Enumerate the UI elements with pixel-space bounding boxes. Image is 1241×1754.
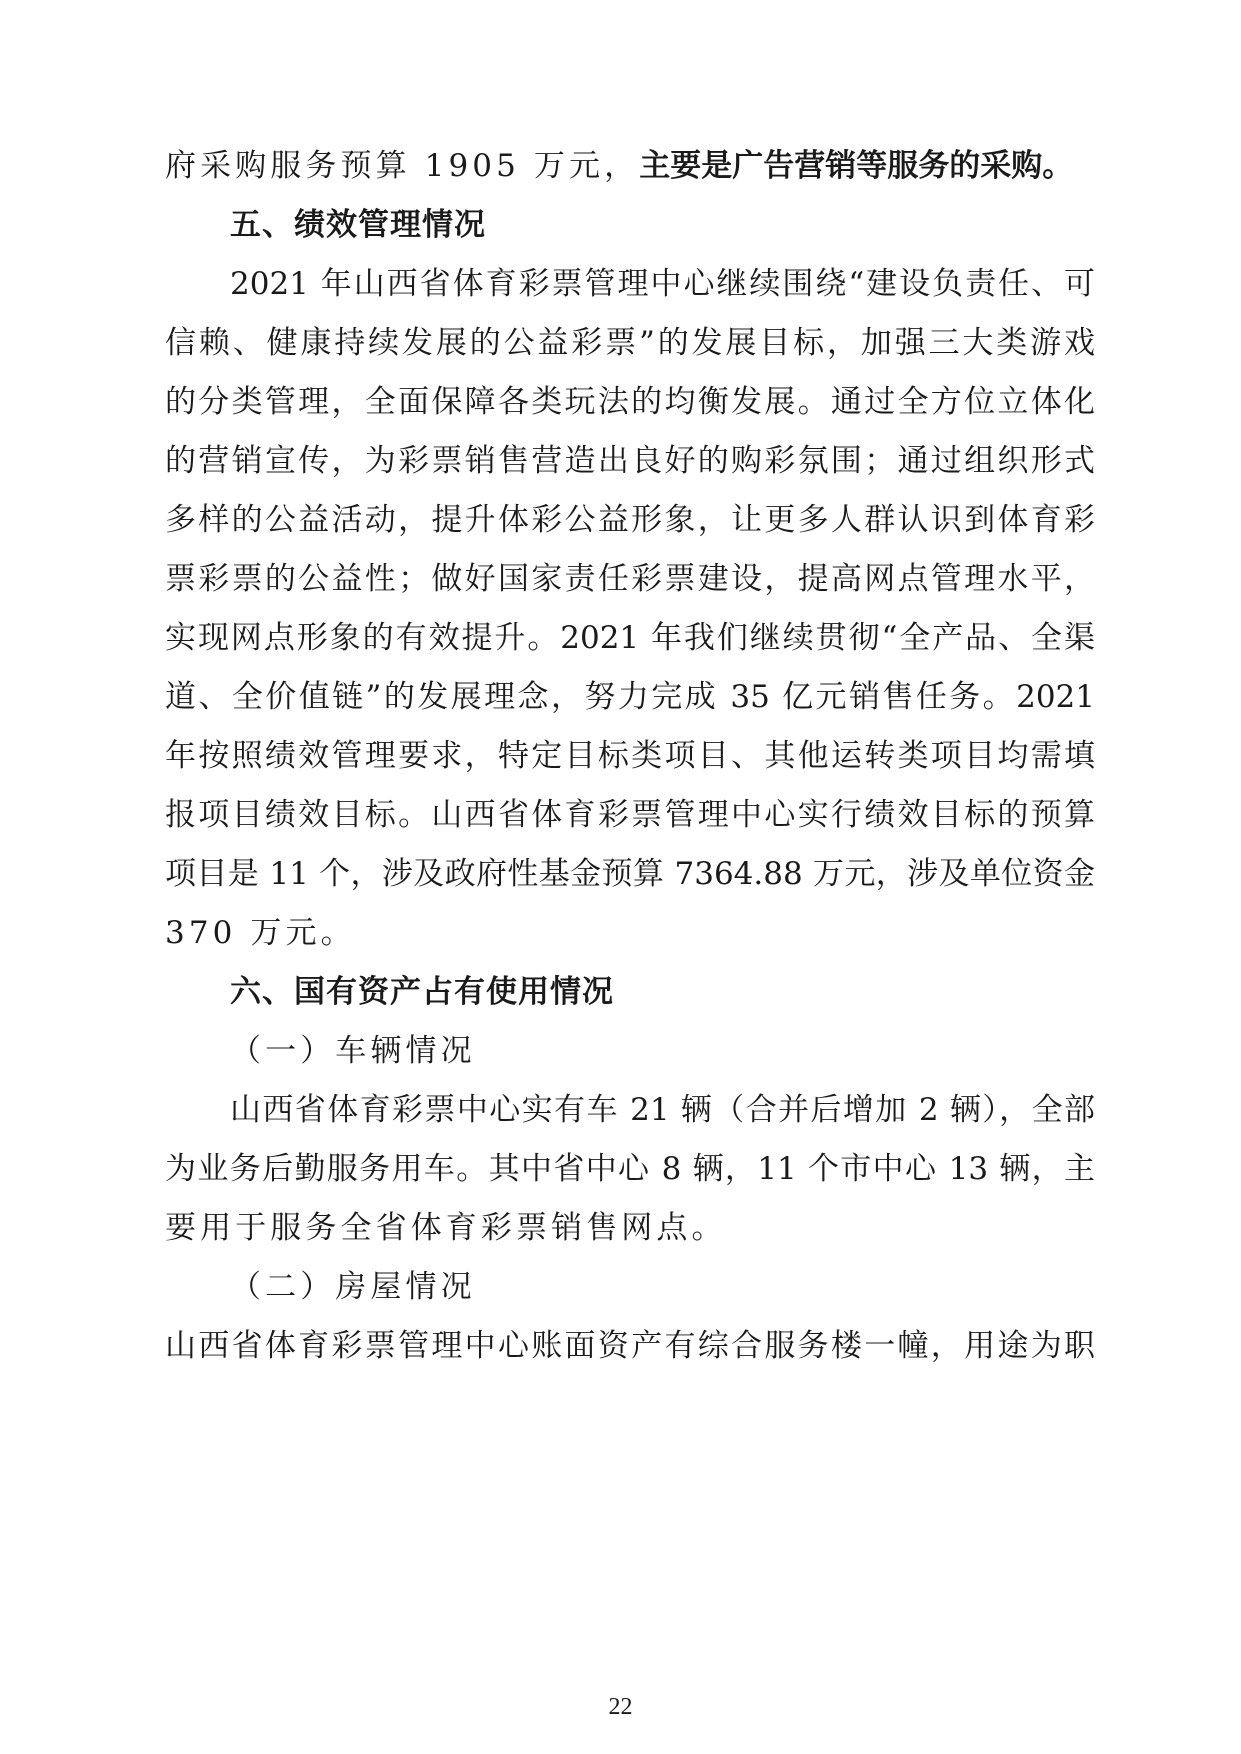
paragraph-line: 要用于服务全省体育彩票销售网点。 — [165, 1210, 727, 1246]
paragraph-line: 项目是 11 个，涉及政府性基金预算 7364.88 万元，涉及单位资金 — [165, 856, 1095, 892]
paragraph-line: 为业务后勤服务用车。其中省中心 8 辆，11 个市中心 13 辆，主 — [165, 1151, 1095, 1187]
paragraph-line: 的分类管理，全面保障各类玩法的均衡发展。通过全方位立体化 — [165, 384, 1095, 420]
paragraph-line: 年按照绩效管理要求，特定目标类项目、其他运转类项目均需填 — [165, 738, 1095, 774]
paragraph-line: 报项目绩效目标。山西省体育彩票管理中心实行绩效目标的预算 — [165, 797, 1095, 833]
paragraph-line: 票彩票的公益性；做好国家责任彩票建设，提高网点管理水平， — [165, 561, 1095, 597]
paragraph-line: 实现网点形象的有效提升。2021 年我们继续贯彻“全产品、全渠 — [165, 620, 1095, 656]
paragraph-line: 道、全价值链”的发展理念，努力完成 35 亿元销售任务。2021 — [165, 679, 1095, 715]
section-6-heading: 六、国有资产占有使用情况 — [230, 974, 614, 1010]
section-5-heading: 五、绩效管理情况 — [230, 207, 486, 243]
opening-line-bold-text: 主要是广告营销等服务的采购。 — [639, 148, 1074, 184]
subsection-buildings-heading: （二）房屋情况 — [230, 1269, 476, 1305]
paragraph-line: 信赖、健康持续发展的公益彩票”的发展目标，加强三大类游戏 — [165, 325, 1095, 361]
paragraph-line: 山西省体育彩票中心实有车 21 辆（合并后增加 2 辆），全部 — [230, 1092, 1095, 1128]
paragraph-line: 2021 年山西省体育彩票管理中心继续围绕“建设负责任、可 — [230, 266, 1095, 302]
paragraph-line: 多样的公益活动，提升体彩公益形象，让更多人群认识到体育彩 — [165, 502, 1095, 538]
page-number: 22 — [608, 1694, 633, 1720]
opening-line — [165, 146, 1095, 186]
paragraph-line: 山西省体育彩票管理中心账面资产有综合服务楼一幢，用途为职 — [165, 1328, 1095, 1364]
paragraph-line: 370 万元。 — [165, 915, 356, 951]
paragraph-line: 的营销宣传，为彩票销售营造出良好的购彩氛围；通过组织形式 — [165, 443, 1095, 479]
opening-line-text: 府采购服务预算 1905 万元， — [165, 148, 640, 184]
subsection-vehicles-heading: （一）车辆情况 — [230, 1033, 476, 1069]
